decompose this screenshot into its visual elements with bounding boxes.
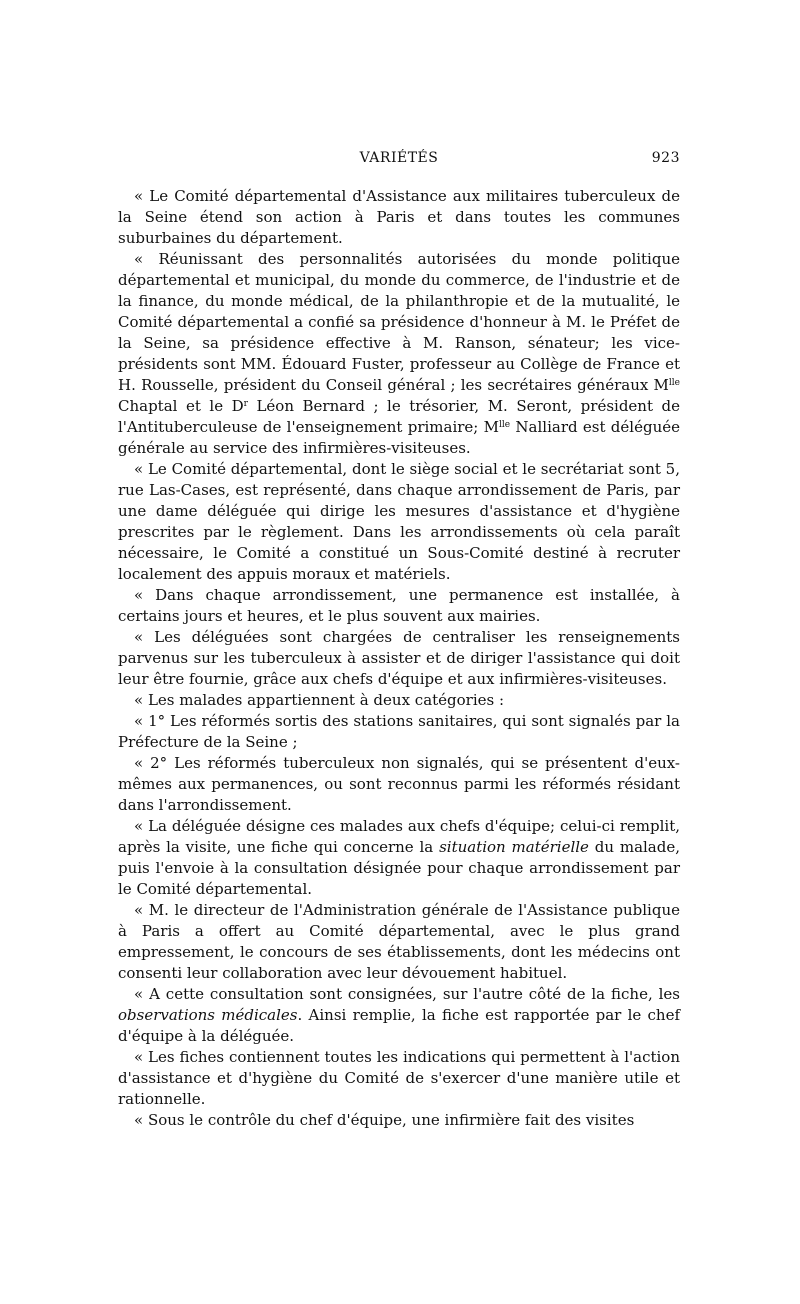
- paragraph-text: « Le Comité départemental d'Assistance aux militaires tuberculeux de la Seine étend son action à Paris et dans toutes les communes suburbaines du département.: [118, 187, 680, 247]
- paragraph-text: « Les déléguées sont chargées de centraliser les renseignements parvenus sur les tuberculeux à assister et de diriger l'assistance qui doit leur être fournie, grâce aux chefs d'équipe et aux infirmières-visiteuses.: [118, 628, 680, 688]
- paragraph-text: « Les fiches contiennent toutes les indications qui permettent à l'action d'assistance et d'hygiène du Comité de s'exercer d'une manière utile et rationnelle.: [118, 1048, 680, 1108]
- paragraph-text: « Les malades appartiennent à deux catégories :: [134, 691, 505, 709]
- paragraph: [118, 690, 680, 711]
- superscript: lle: [668, 378, 680, 388]
- paragraph-text: « Dans chaque arrondissement, une permanence est installée, à certains jours et heures, et le plus souvent aux mairies.: [118, 586, 680, 625]
- paragraph: [118, 585, 680, 627]
- paragraph-text: Chaptal et le D: [118, 397, 244, 415]
- paragraph: [118, 249, 680, 459]
- paragraph-text: « A cette consultation sont consignées, sur l'autre côté de la fiche, les: [134, 985, 680, 1003]
- paragraph-text: « 2° Les réformés tuberculeux non signalés, qui se présentent d'eux-mêmes aux permanences, ou sont reconnus parmi les réformés résidant dans l'arrondissement.: [118, 754, 680, 814]
- superscript: lle: [499, 420, 511, 430]
- paragraph-text: . Ainsi remplie, la fiche est rapportée par le chef d'équipe à la déléguée.: [118, 1006, 681, 1045]
- book-page: [118, 150, 680, 1131]
- paragraph: [118, 1047, 680, 1110]
- paragraph: [118, 186, 680, 249]
- page-number: 923: [651, 150, 680, 166]
- paragraph: [118, 753, 680, 816]
- paragraph: [118, 900, 680, 984]
- page-header: [118, 150, 680, 174]
- paragraph-text: Nalliard est déléguée générale au service des infirmières-visiteuses.: [118, 418, 680, 457]
- italic-text: situation matérielle: [439, 838, 589, 856]
- paragraph: [118, 816, 680, 900]
- superscript: r: [243, 399, 248, 409]
- paragraph: [118, 459, 680, 585]
- paragraph-text: du malade, puis l'envoie à la consultation désignée pour chaque arrondissement par le Comité départemental.: [118, 838, 680, 898]
- running-head: VARIÉTÉS: [359, 150, 439, 166]
- paragraph-text: « Le Comité départemental, dont le siège social et le secrétariat sont 5, rue Las-Cases, est représenté, dans chaque arrondissement de Paris, par une dame déléguée qui dirige les mesures d'assistance et d'hygiène prescrites par le règlement. Dans les arrondissements où cela paraît nécessaire, le Comité a constitué un Sous-Comité destiné à recruter localement des appuis moraux et matériels.: [118, 460, 680, 583]
- paragraph-text: « M. le directeur de l'Administration générale de l'Assistance publique à Paris a offert au Comité départemental, avec le plus grand empressement, le concours de ses établissements, dont les médecins ont consenti leur collaboration avec leur dévouement habituel.: [118, 901, 680, 982]
- paragraph: [118, 627, 680, 690]
- paragraph-text: « La déléguée désigne ces malades aux chefs d'équipe; celui-ci remplit, après la visite, une fiche qui concerne la: [118, 817, 680, 856]
- paragraph-text: « Réunissant des personnalités autorisées du monde politique départemental et municipal, du monde du commerce, de l'industrie et de la finance, du monde médical, de la philanthropie et de la mutualité, le Comité départemental a confié sa présidence d'honneur à M. le Préfet de la Seine, sa présidence effective à M. Ranson, sénateur; les vice-présidents sont MM. Édouard Fuster, professeur au Collège de France et H. Rousselle, président du Conseil général ; les secrétaires généraux M: [118, 250, 680, 394]
- paragraph: [118, 984, 680, 1047]
- body-text: [118, 186, 680, 1131]
- paragraph-text: « Sous le contrôle du chef d'équipe, une infirmière fait des visites: [134, 1111, 635, 1129]
- italic-text: observations médicales: [118, 1006, 298, 1024]
- paragraph-text: « 1° Les réformés sortis des stations sanitaires, qui sont signalés par la Préfecture de la Seine ;: [118, 712, 680, 751]
- paragraph: [118, 711, 680, 753]
- paragraph-text: Léon Bernard ; le trésorier, M. Seront, président de l'Antituberculeuse de l'enseignement primaire; M: [118, 397, 680, 436]
- paragraph: [118, 1110, 680, 1131]
